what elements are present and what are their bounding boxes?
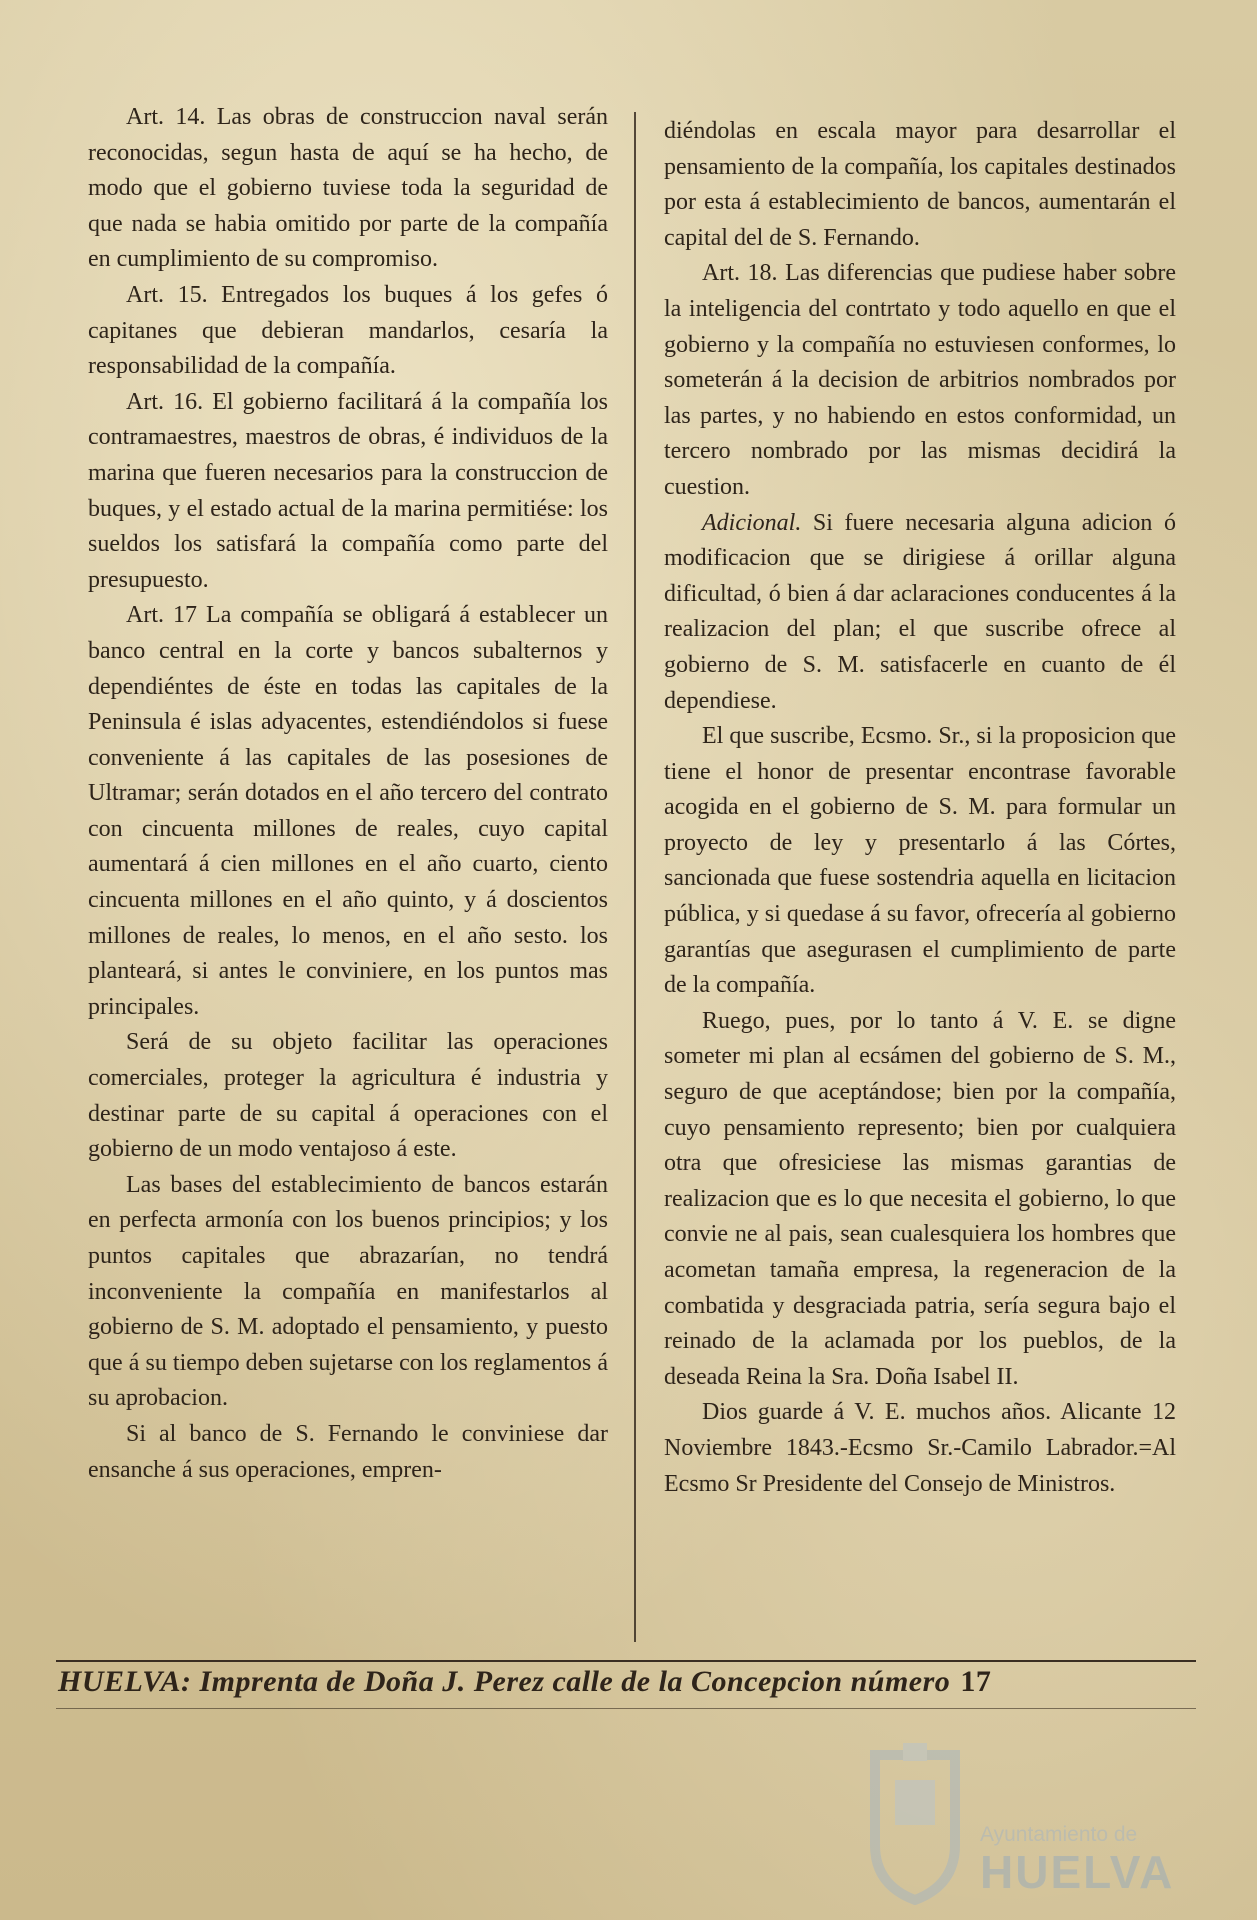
paragraph-art-18: Art. 18. Las diferencias que pudiese haber sobre la inteligencia del contrtato y todo aquello en que el gobierno y la compañía no estuviesen conformes, lo someterán á la decision de arbitrios nombrados por las partes, y no habiendo en estos conformidad, un tercero nombrado por las mismas decidirá la cuestion. [664,260,1176,500]
adicional-text: Si fuere necesaria alguna adicion ó modificacion que se dirigiese á orillar alguna dificultad, ó bien á dar aclaraciones conducentes á la realizacion del plan; el que suscribe ofrece al gobierno de S. M. satisfacerle en cuanto de él dependiese. [664,509,1177,714]
page-number: 17 [960,1665,992,1698]
paragraph-bank-bases: Las bases del establecimiento de bancos estarán en perfecta armonía con los buenos principios; y los puntos capitales que abrazarían, no tendrá inconveniente la compañía en manifestarlos al gobierno de S. M. adoptado el pensamiento, y puesto que á su tiempo deben sujetarse con los reglamentos á su aprobacion. [88,1171,608,1412]
watermark-line2: HUELVA [980,1846,1175,1898]
imprint-footer [58,1665,1158,1699]
paragraph-continuation: diéndolas en escala mayor para desarrollar el pensamiento de la compañía, los capitales destinados por esta á establecimiento de bancos, aumentarán el capital del de S. Fernando. [664,118,1176,251]
paragraph-proposicion: El que suscribe, Ecsmo. Sr., si la proposicion que tiene el honor de presentar encontrase favorable acogida en el gobierno de S. M. para formular un proyecto de ley y presentarlo á las Córtes, sancionada que fuese sostendria aquella en licitacion pública, y si quedase á su favor, ofrecería al gobierno garantías que asegurasen el cumplimiento de parte de la compañía. [664,723,1176,999]
imprint-text: HUELVA: Imprenta de Doña J. Perez calle de la Concepcion número [58,1665,951,1698]
paragraph-closing: Dios guarde á V. E. muchos años. Alicante 12 Noviembre 1843.-Ecsmo Sr.-Camilo Labrador.=Al Ecsmo Sr Presidente del Consejo de Ministros. [664,1399,1176,1497]
paragraph-art-16: Art. 16. El gobierno facilitará á la compañía los contramaestres, maestros de obras, é individuos de la marina que fueren necesarios para la construccion de buques, y el estado actual de la marina permitiése: los sueldos los satisfará la compañía como parte del presupuesto. [88,388,608,593]
ayuntamiento-watermark [855,1735,1185,1905]
paragraph-art-14: Art. 14. Las obras de construccion naval serán reconocidas, segun hasta de aquí se ha hecho, de modo que el gobierno tuviese toda la seguridad de que nada se habia omitido por parte de la compañía en cumplimiento de su compromiso. [88,104,608,273]
column-divider [634,112,636,1642]
paragraph-bank-objective: Será de su objeto facilitar las operaciones comerciales, proteger la agricultura é industria y destinar parte de su capital á operaciones con el gobierno de un modo ventajoso á este. [88,1029,608,1163]
right-column [664,114,1176,1502]
paragraph-adicional [664,506,1176,720]
left-column [88,100,608,1488]
adicional-label: Adicional. [702,509,802,536]
paragraph-art-15: Art. 15. Entregados los buques á los gefes ó capitanes que debieran mandarlos, cesaría la responsabilidad de la compañía. [88,281,608,380]
paragraph-banco-san-fernando: Si al banco de S. Fernando le conviniese dar ensanche á sus operaciones, empren- [88,1420,608,1483]
footer-rule-bottom [56,1708,1196,1709]
paragraph-ruego: Ruego, pues, por lo tanto á V. E. se digne someter mi plan al ecsámen del gobierno de S. M., seguro de que aceptándose; bien por la compañía, cuyo pensamiento represento; bien por cualquiera otra que ofresiciese las mismas garantias de realizacion que es lo que necesita el gobierno, lo que convie ne al pais, sean cualesquiera los hombres que acometan tamaña empresa, la regeneracion de la combatida y desgraciada patria, sería segura bajo el reinado de la aclamada por los pueblos, de la deseada Reina la Sra. Doña Isabel II. [664,1007,1176,1390]
paragraph-art-17: Art. 17 La compañía se obligará á establecer un banco central en la corte y bancos subalternos y dependiéntes de éste en todas las capitales de la Peninsula é islas adyacentes, estendiéndolos si fuese conveniente á las capitales de las posesiones de Ultramar; serán dotados en el año tercero del contrato con cincuenta millones de reales, cuyo capital aumentará á cien millones en el año cuarto, ciento cincuenta millones en el año quinto, y á doscientos millones de reales, lo menos, en el año sesto. los planteará, si antes le conviniere, en los puntos mas principales. [88,602,608,1020]
footer-rule-top [56,1660,1196,1662]
watermark-line1: Ayuntamiento de [980,1823,1138,1846]
crest-icon [855,1735,975,1905]
